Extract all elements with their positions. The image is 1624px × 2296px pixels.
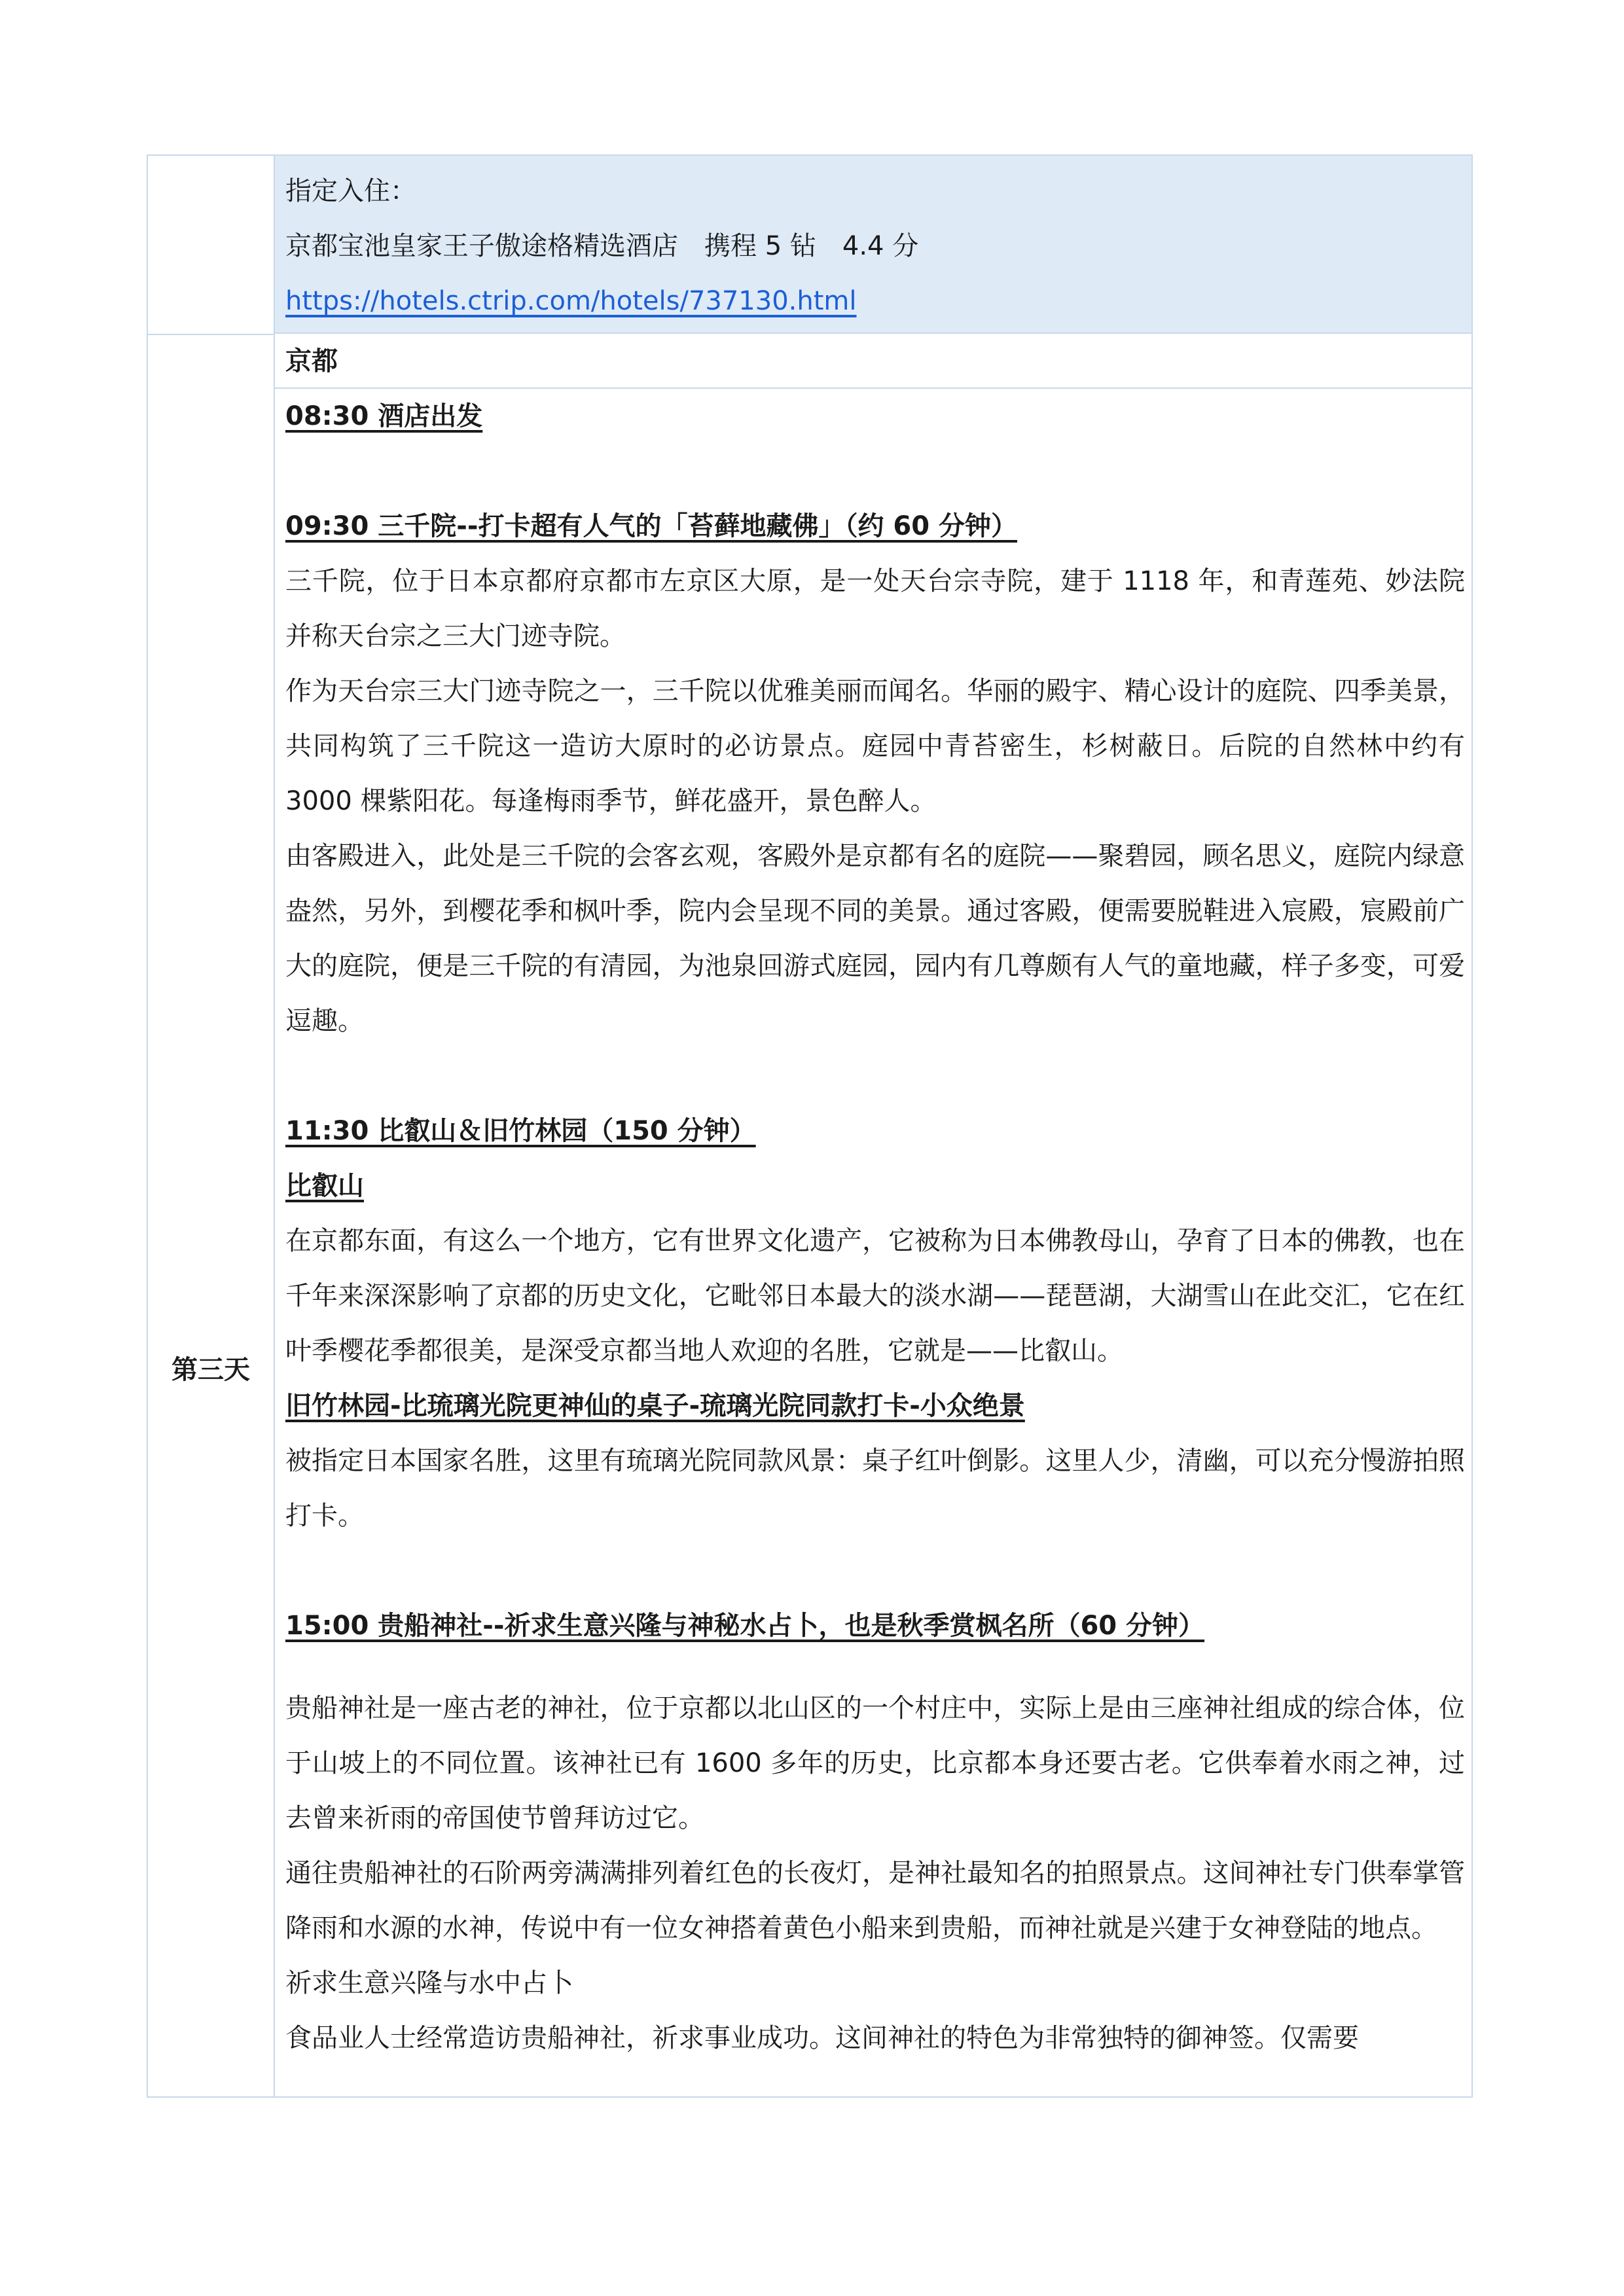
- hotel-name: 京都宝池皇家王子傲途格精选酒店 携程 5 钻 4.4 分: [285, 231, 919, 261]
- itinerary-table: [147, 154, 1473, 2098]
- spacer: [285, 1653, 1465, 1681]
- subsection-title: 比叡山: [285, 1171, 364, 1201]
- section-title: 15:00 贵船神社--祈求生意兴隆与神秘水占卜，也是秋季赏枫名所（60 分钟）: [285, 1611, 1205, 1641]
- row-divider: [148, 334, 274, 335]
- paragraph: 在京都东面，有这么一个地方，它有世界文化遗产，它被称为日本佛教母山，孕育了日本的佛教，也在千年来深深影响了京都的历史文化，它毗邻日本最大的淡水湖——琵琶湖，大湖雪山在此交汇，它在红叶季樱花季都很美，是深受京都当地人欢迎的名胜，它就是——比叡山。: [285, 1226, 1465, 1366]
- subsection-title: 祈求生意兴隆与水中占卜: [285, 1968, 573, 1998]
- city-name: 京都: [285, 346, 338, 376]
- section-title: 08:30 酒店出发: [285, 401, 483, 431]
- day-schedule: [285, 389, 1465, 2066]
- day-column: [148, 156, 275, 2096]
- city-cell: [275, 334, 1471, 389]
- spacer: [285, 444, 1465, 499]
- spacer: [285, 1543, 1465, 1598]
- hotel-link[interactable]: https://hotels.ctrip.com/hotels/737130.html: [285, 286, 857, 316]
- paragraph: 食品业人士经常造访贵船神社，祈求事业成功。这间神社的特色为非常独特的御神签。仅需要: [285, 2023, 1359, 2053]
- hotel-cell: [275, 156, 1471, 334]
- paragraph: 作为天台宗三大门迹寺院之一，三千院以优雅美丽而闻名。华丽的殿宇、精心设计的庭院、四季美景，共同构筑了三千院这一造访大原时的必访景点。庭园中青苔密生，杉树蔽日。后院的自然林中约有 3000 棵紫阳花。每逢梅雨季节，鲜花盛开，景色醉人。: [285, 676, 1465, 816]
- paragraph: 被指定日本国家名胜，这里有琉璃光院同款风景：桌子红叶倒影。这里人少，清幽，可以充分慢游拍照打卡。: [285, 1446, 1465, 1531]
- paragraph: 三千院，位于日本京都府京都市左京区大原，是一处天台宗寺院，建于 1118 年，和青莲苑、妙法院并称天台宗之三大门迹寺院。: [285, 566, 1465, 651]
- section-title: 11:30 比叡山＆旧竹林园（150 分钟）: [285, 1116, 756, 1146]
- subsection-title: 旧竹林园-比琉璃光院更神仙的桌子-琉璃光院同款打卡-小众绝景: [285, 1391, 1025, 1421]
- spacer: [285, 1049, 1465, 1103]
- day-label: 第三天: [171, 1355, 250, 1385]
- hotel-label: 指定入住：: [285, 176, 416, 206]
- paragraph: 通往贵船神社的石阶两旁满满排列着红色的长夜灯，是神社最知名的拍照景点。这间神社专门供奉掌管降雨和水源的水神，传说中有一位女神搭着黄色小船来到贵船，而神社就是兴建于女神登陆的地点。: [285, 1858, 1465, 1943]
- paragraph: 贵船神社是一座古老的神社，位于京都以北山区的一个村庄中，实际上是由三座神社组成的综合体，位于山坡上的不同位置。该神社已有 1600 多年的历史，比京都本身还要古老。它供奉着水雨之神，过去曾来祈雨的帝国使节曾拜访过它。: [285, 1693, 1465, 1833]
- paragraph: 由客殿进入，此处是三千院的会客玄观，客殿外是京都有名的庭院——聚碧园，顾名思义，庭院内绿意盎然，另外，到樱花季和枫叶季，院内会呈现不同的美景。通过客殿，便需要脱鞋进入宸殿，宸殿前广大的庭院，便是三千院的有清园，为池泉回游式庭园，园内有几尊颇有人气的童地藏，样子多变，可爱逗趣。: [285, 841, 1465, 1036]
- section-title: 09:30 三千院--打卡超有人气的「苔藓地藏佛」（约 60 分钟）: [285, 511, 1017, 541]
